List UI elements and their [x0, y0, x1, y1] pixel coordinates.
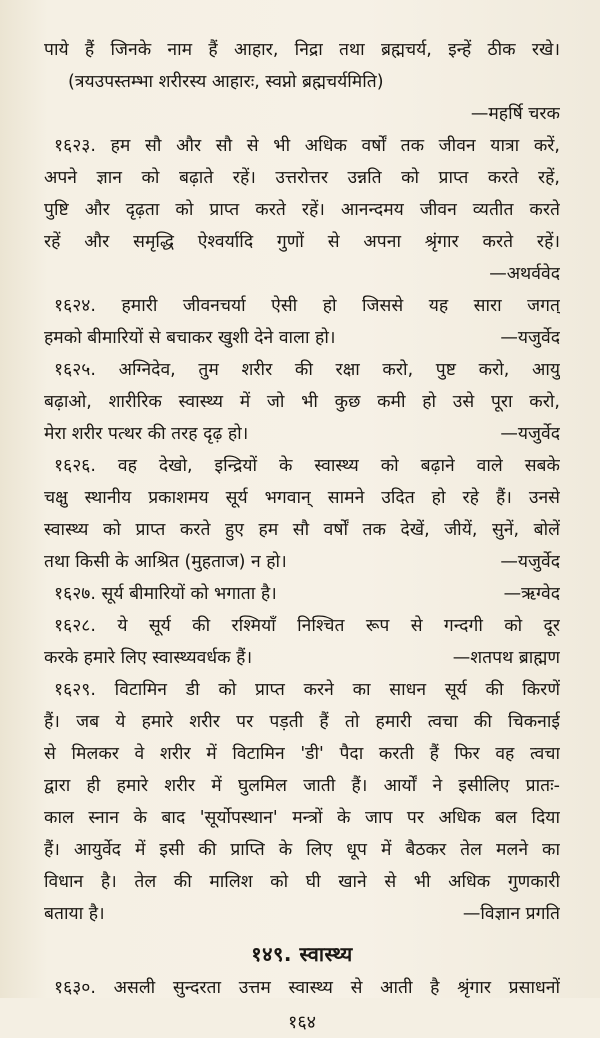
text-line: [44, 418, 560, 450]
source-attribution: —यजुर्वेद: [500, 328, 560, 348]
text-line: [44, 642, 560, 674]
text-segment: हमको बीमारियों से बचाकर खुशी देने वाला हो।: [44, 328, 336, 348]
text-line: [44, 546, 560, 578]
source-attribution: —महर्षि चरक: [470, 104, 560, 124]
source-attribution: —अथर्ववेद: [489, 264, 560, 284]
page-number: १६४: [287, 1012, 317, 1033]
text-line: विधान है। तेल की मालिश को घी खाने से भी अधिक गुणकारी: [44, 872, 560, 892]
text-line: बढ़ाओ, शारीरिक स्वास्थ्य में जो भी कुछ कमी हो उसे पूरा करो,: [44, 392, 560, 412]
text-segment: तथा किसी के आश्रित (मुहताज) न हो।: [44, 552, 287, 572]
verse-1623-line: १६२३. हम सौ और सौ से भी अधिक वर्षों तक जीवन यात्रा करें,: [54, 136, 560, 156]
source-attribution: —शतपथ ब्राह्मण: [452, 648, 560, 668]
text-line: अपने ज्ञान को बढ़ाते रहें। उत्तरोत्तर उन्नति को प्राप्त करते रहें,: [44, 168, 560, 188]
source-attribution: —विज्ञान प्रगति: [462, 904, 560, 924]
text-segment: बताया है।: [44, 904, 105, 924]
text-line: स्वास्थ्य को प्राप्त करते हुए हम सौ वर्षों तक देखें, जीयें, सुनें, बोलें: [44, 520, 560, 540]
text-line: से मिलकर वे शरीर में विटामिन 'डी' पैदा करती हैं फिर वह त्वचा: [44, 744, 560, 764]
source-attribution: —यजुर्वेद: [500, 424, 560, 444]
text-line: चक्षु स्थानीय प्रकाशमय सूर्य भगवान् सामने उदित हो रहे हैं। उनसे: [44, 488, 560, 508]
verse-1628-line: १६२८. ये सूर्य की रश्मियाँ निश्चित रूप से गन्दगी को दूर: [54, 616, 560, 636]
text-line: [44, 898, 560, 930]
verse-1626-line: १६२६. वह देखो, इन्द्रियों के स्वास्थ्य को बढ़ाने वाले सबके: [54, 456, 560, 476]
verse-1625-line: १६२५. अग्निदेव, तुम शरीर की रक्षा करो, पुष्ट करो, आयु: [54, 360, 560, 380]
verse-1627-line: [44, 578, 560, 610]
text-line: काल स्नान के बाद 'सूर्योपस्थान' मन्त्रों के जाप पर अधिक बल दिया: [44, 808, 560, 828]
sanskrit-quote: (त्रयउपस्तम्भा शरीरस्य आहारः, स्वप्नो ब्रह्मचर्यमिति): [68, 72, 384, 92]
section-heading: १४९. स्वास्थ्य: [251, 942, 353, 966]
text-line: [44, 322, 560, 354]
text-line: पाये हैं जिनके नाम हैं आहार, निद्रा तथा ब्रह्मचर्य, इन्हें ठीक रखे।: [44, 40, 560, 60]
verse-1629-line: १६२९. विटामिन डी को प्राप्त करने का साधन सूर्य की किरणें: [54, 680, 560, 700]
text-line: हैं। जब ये हमारे शरीर पर पड़ती हैं तो हमारी त्वचा की चिकनाई: [44, 712, 560, 732]
text-line: द्वारा ही हमारे शरीर में घुलमिल जाती हैं। आर्यों ने इसीलिए प्रातः-: [44, 776, 560, 796]
text-segment: करके हमारे लिए स्वास्थ्यवर्धक हैं।: [44, 648, 253, 668]
text-segment: मेरा शरीर पत्थर की तरह दृढ़ हो।: [44, 424, 249, 444]
text-segment: १६२७. सूर्य बीमारियों को भगाता है।: [54, 584, 277, 604]
verse-1624-line: १६२४. हमारी जीवनचर्या ऐसी हो जिससे यह सारा जगत्: [54, 296, 560, 316]
source-attribution: —यजुर्वेद: [500, 552, 560, 572]
source-attribution: —ऋग्वेद: [503, 584, 560, 604]
text-line: पुष्टि और दृढ़ता को प्राप्त करते रहें। आनन्दमय जीवन व्यतीत करते: [44, 200, 560, 220]
verse-1630-line: १६३०. असली सुन्दरता उत्तम स्वास्थ्य से आती है श्रृंगार प्रसाधनों: [54, 978, 560, 998]
text-line: हैं। आयुर्वेद में इसी की प्राप्ति के लिए धूप में बैठकर तेल मलने का: [44, 840, 560, 860]
text-line: रहें और समृद्धि ऐश्वर्यादि गुणों से अपना श्रृंगार करते रहें।: [44, 232, 560, 252]
